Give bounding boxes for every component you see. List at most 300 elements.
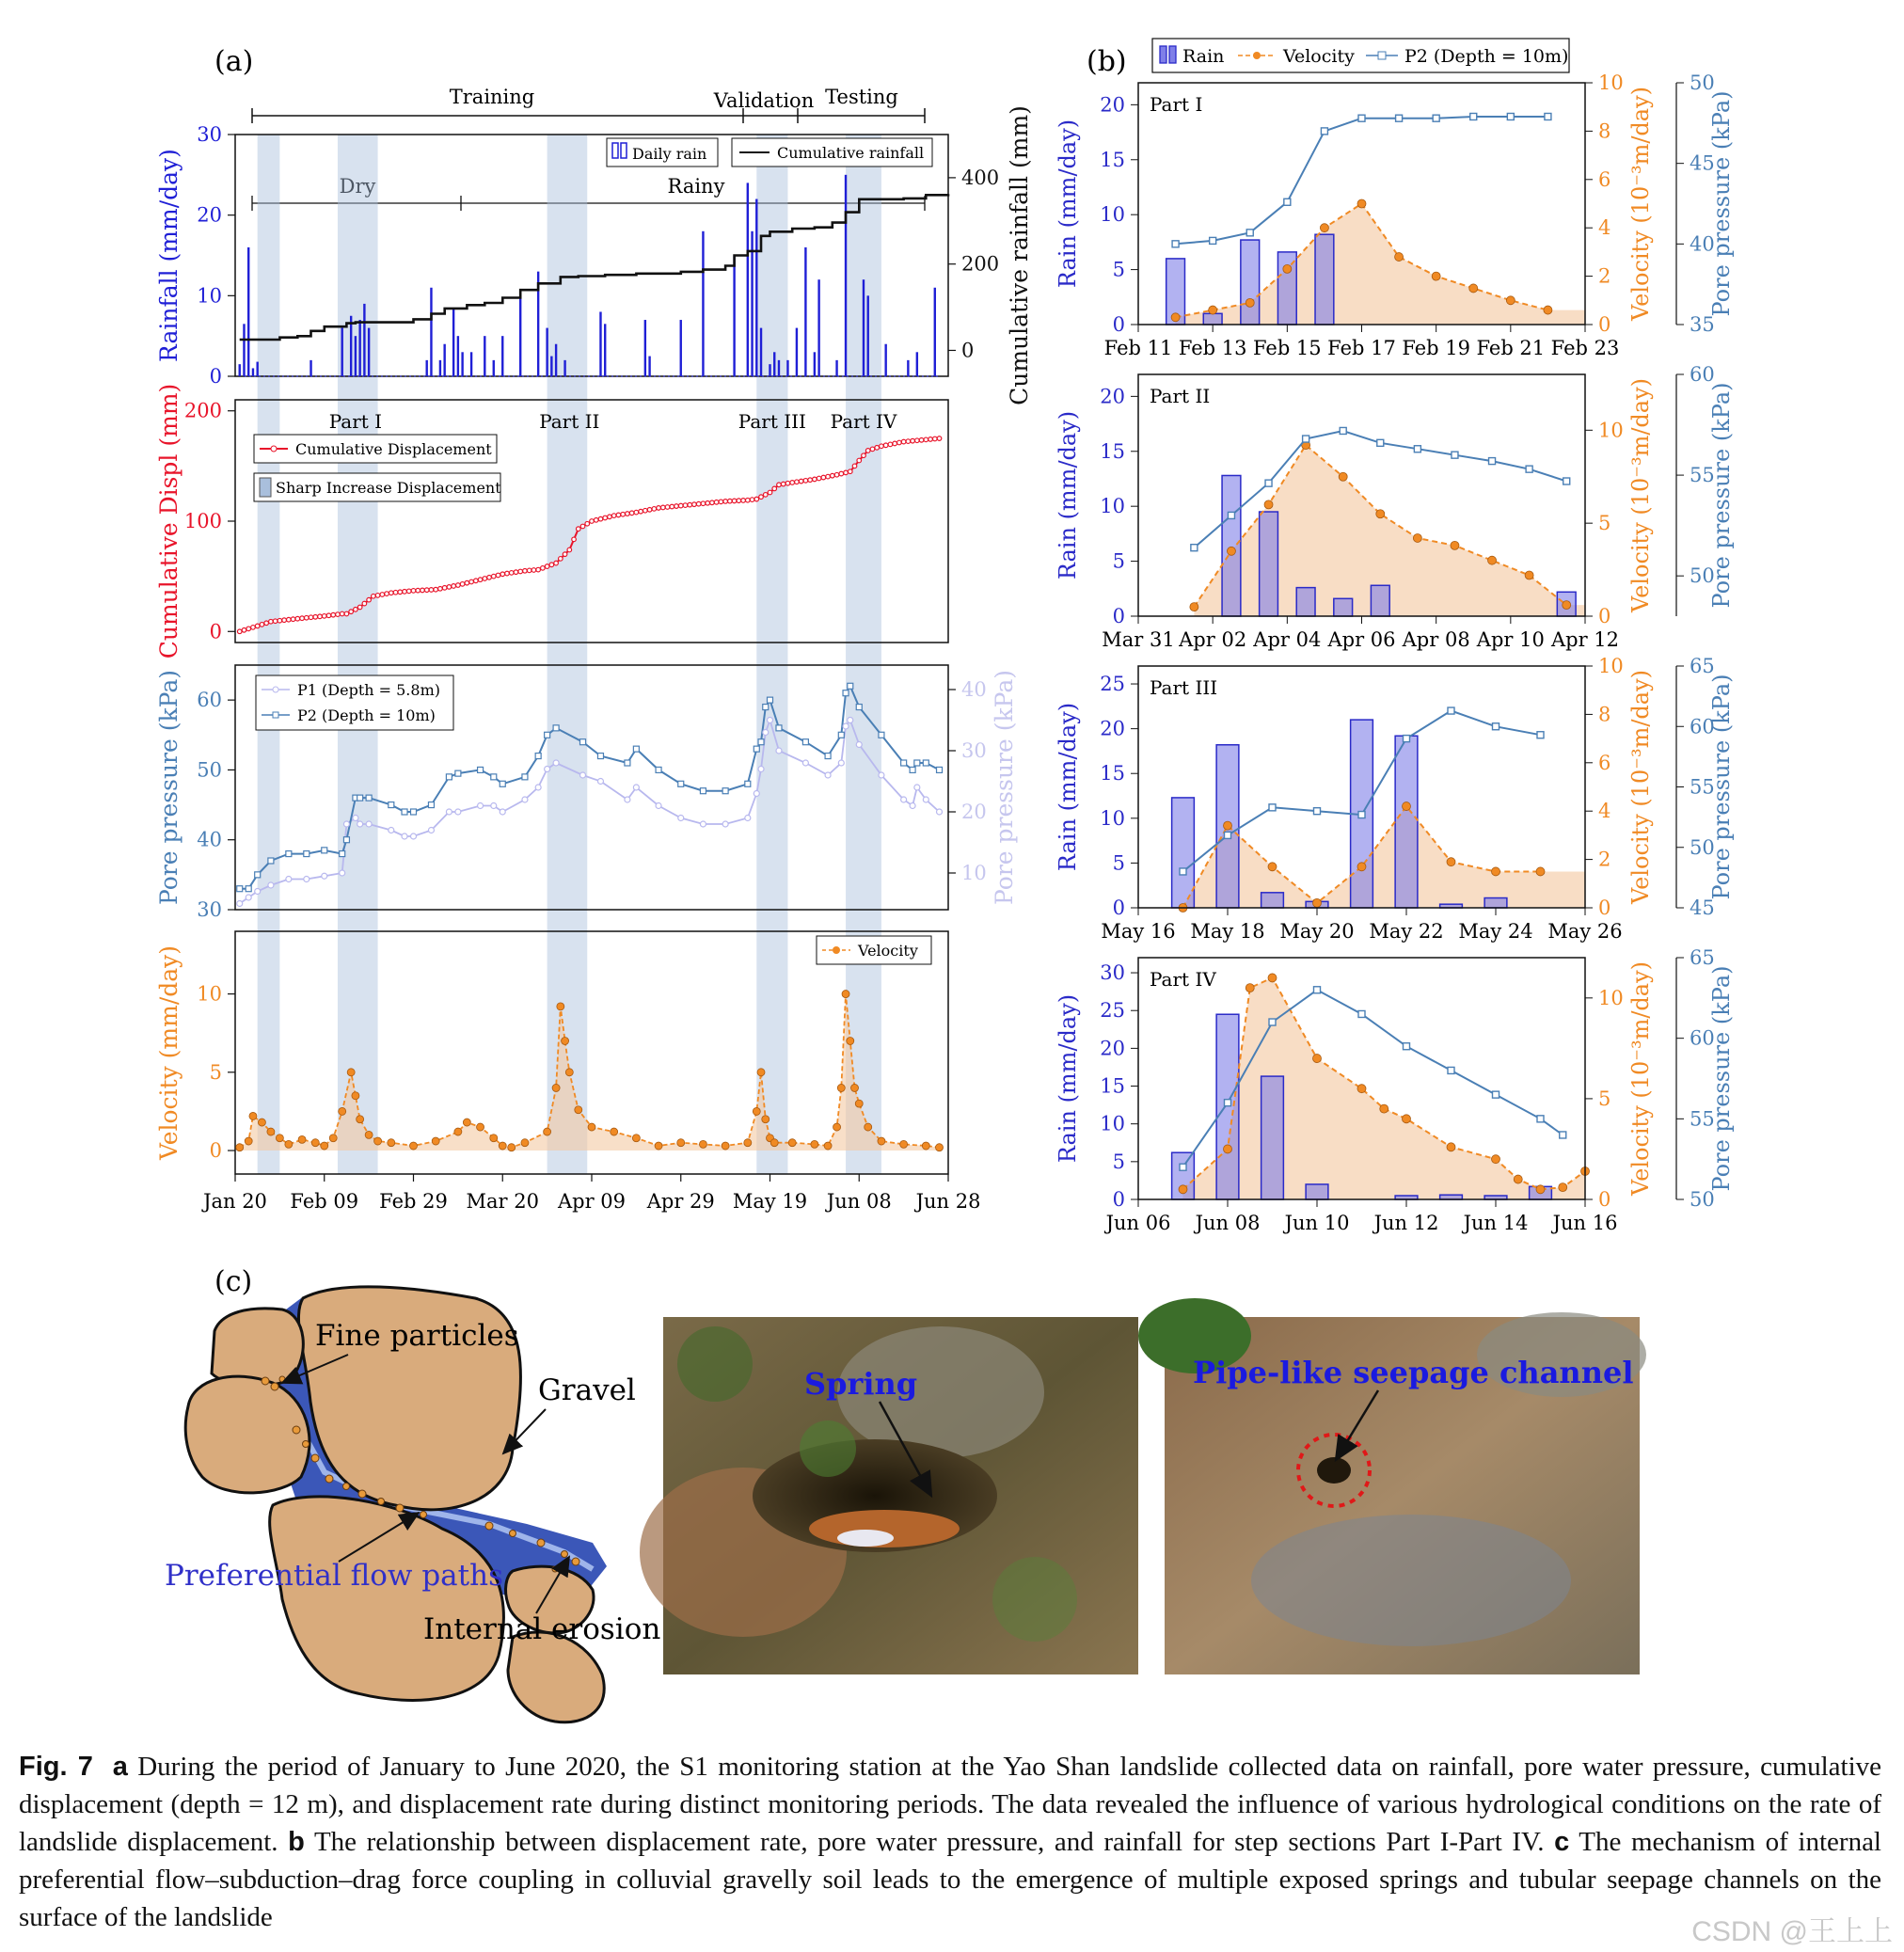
displacement-marker	[888, 442, 893, 447]
velocity-marker	[1403, 1115, 1411, 1123]
p2-marker	[1225, 832, 1231, 838]
displacement-marker	[367, 597, 372, 602]
velocity-area	[1176, 204, 1585, 325]
chart-a3-ytick-label: 50	[197, 758, 222, 782]
p2-marker	[1507, 113, 1514, 119]
xtick-label: May 18	[1190, 920, 1265, 943]
ytick-label: 10	[1100, 495, 1125, 518]
displacement-marker	[710, 500, 715, 505]
period-training: Training	[449, 86, 535, 108]
pore-ylabel: Pore pressure (kPa)	[1708, 382, 1735, 609]
velocity-marker	[762, 1116, 770, 1123]
velocity-area	[1183, 977, 1586, 1199]
velocity-marker	[1451, 541, 1459, 549]
velocity-marker	[1313, 898, 1322, 907]
period-validation: Validation	[713, 89, 815, 112]
velocity-marker	[1563, 601, 1571, 610]
p1-marker	[237, 901, 243, 907]
p2-marker	[455, 770, 461, 776]
figure-caption	[19, 1748, 1881, 1936]
xtick-label: Apr 12	[1550, 628, 1620, 651]
velocity-marker	[477, 1123, 484, 1131]
p1-marker	[879, 772, 884, 778]
p1-marker	[411, 833, 417, 839]
displacement-marker	[683, 503, 688, 508]
part-label: Part IV	[830, 410, 897, 433]
displacement-marker	[746, 498, 751, 502]
displacement-marker	[336, 612, 341, 617]
displacement-marker	[447, 585, 452, 590]
chart-a1	[155, 105, 1033, 405]
displacement-marker	[567, 548, 572, 552]
p2-marker	[237, 886, 243, 892]
displacement-marker	[626, 512, 630, 516]
velocity-marker	[824, 1142, 832, 1150]
displacement-marker	[465, 580, 469, 585]
legend-velocity-label: Velocity	[1283, 46, 1355, 67]
p2-marker	[580, 739, 586, 745]
xtick-label: Apr 08	[1402, 628, 1470, 651]
p1-marker	[901, 797, 907, 802]
legend-p2-marker	[1378, 52, 1386, 59]
displacement-marker	[661, 505, 666, 510]
p2-marker	[754, 746, 759, 752]
rain-bar	[368, 328, 370, 376]
part-label: Part III	[1150, 676, 1218, 699]
velocity-ylabel: Velocity (10⁻³m/day)	[1627, 86, 1654, 322]
rain-bar	[867, 295, 869, 376]
p1-marker	[745, 816, 751, 821]
chart-a1-ytick-label: 10	[197, 284, 222, 308]
caption-b-text: The relationship between displacement rate, pore water pressure, and rainfall for step sections Part I-Part IV.	[304, 1827, 1555, 1857]
displacement-marker	[852, 464, 857, 468]
ytick-label: 0	[1112, 605, 1125, 627]
displacement-marker	[897, 440, 902, 445]
rain-bar	[461, 352, 463, 376]
chart-a1-ytick-label: 30	[197, 123, 222, 146]
vtick-label: 8	[1598, 119, 1611, 143]
part-label: Part I	[1150, 93, 1203, 116]
displacement-marker	[559, 557, 563, 562]
rain-bar	[1172, 798, 1195, 908]
displacement-marker	[295, 616, 300, 621]
velocity-marker	[1227, 547, 1235, 555]
rain-bar	[519, 295, 521, 376]
vtick-label: 5	[1598, 1087, 1611, 1110]
photo-pipe	[1138, 1298, 1646, 1674]
rain-bar	[1371, 585, 1389, 616]
p1-marker	[838, 760, 844, 766]
p2-marker	[1340, 427, 1346, 434]
xtick-label: Feb 23	[1550, 337, 1620, 359]
rain-bar	[355, 336, 357, 376]
xtick-label: Apr 02	[1179, 628, 1247, 651]
p1-marker	[286, 877, 292, 882]
velocity-marker	[1268, 863, 1277, 871]
displacement-marker	[452, 584, 456, 589]
rain-bar	[555, 344, 557, 376]
velocity-marker	[788, 1139, 796, 1147]
p1-marker	[455, 809, 461, 815]
ytick-label: 15	[1100, 762, 1125, 786]
displacement-marker	[389, 591, 394, 595]
rain-ylabel: Rain (mm/day)	[1055, 993, 1081, 1164]
p2-marker	[491, 774, 497, 780]
displacement-marker	[456, 583, 461, 588]
displacement-marker	[826, 474, 831, 479]
velocity-marker	[1525, 571, 1533, 579]
p1-marker	[545, 767, 550, 772]
p2-marker	[1470, 113, 1477, 119]
velocity-marker	[557, 1003, 564, 1010]
velocity-marker	[575, 1106, 582, 1114]
ytick-label: 0	[1112, 313, 1125, 336]
p1-marker	[428, 828, 434, 833]
vtick-label: 6	[1598, 751, 1611, 774]
gravel-left	[185, 1376, 309, 1493]
p2-marker	[1180, 1164, 1186, 1170]
displacement-marker	[251, 626, 256, 630]
velocity-marker	[1264, 500, 1273, 509]
ptick-label: 50	[1690, 1188, 1715, 1211]
velocity-marker	[521, 1139, 529, 1147]
velocity-marker	[1447, 858, 1455, 866]
velocity-marker	[1357, 1085, 1366, 1093]
velocity-marker	[847, 1038, 854, 1045]
rain-bar	[470, 352, 472, 376]
displacement-marker	[865, 449, 870, 453]
legend-displacement-marker	[271, 446, 277, 452]
rain-bar	[430, 288, 432, 376]
displacement-marker	[906, 439, 911, 444]
rain-bar	[252, 368, 254, 376]
displacement-marker	[639, 509, 643, 514]
p2-marker	[1191, 545, 1198, 551]
p2-marker	[923, 760, 928, 766]
photo-spring-highlight	[837, 1530, 894, 1547]
p2-marker	[1246, 230, 1253, 236]
velocity-marker	[1536, 1185, 1545, 1194]
p1-marker	[758, 767, 764, 772]
rain-bar	[1222, 475, 1241, 616]
chart-a4-xtick-label: Jan 20	[203, 1190, 267, 1213]
displacement-marker	[505, 571, 510, 576]
xtick-label: Apr 04	[1253, 628, 1322, 651]
photo-spring-plant	[677, 1326, 753, 1402]
chart-a1-ytick-label: 20	[197, 203, 222, 227]
velocity-marker	[1488, 556, 1497, 564]
p2-marker	[700, 788, 706, 794]
rain-bar	[1261, 1076, 1284, 1199]
p2-marker	[722, 788, 728, 794]
vtick-label: 4	[1598, 800, 1611, 823]
p2-marker	[1180, 868, 1186, 875]
ptick-label: 45	[1690, 151, 1715, 175]
displacement-marker	[318, 614, 323, 619]
velocity-marker	[1246, 298, 1254, 307]
displacement-marker	[719, 500, 723, 504]
rain-bar	[239, 364, 241, 376]
p2-marker	[1321, 128, 1327, 135]
xtick-label: May 22	[1369, 920, 1444, 943]
p2-marker	[838, 732, 844, 738]
p2-marker	[768, 697, 773, 703]
ytick-label: 30	[1100, 961, 1125, 985]
xtick-label: Jun 06	[1105, 1212, 1171, 1234]
legend-b	[1152, 39, 1569, 72]
velocity-marker	[565, 1069, 573, 1076]
velocity-marker	[544, 1128, 551, 1135]
p2-marker	[389, 802, 394, 808]
chart-a2-ytick-label: 100	[183, 510, 222, 532]
legend-sharp-swatch	[260, 478, 271, 497]
rain-bar	[1241, 240, 1260, 325]
p2-marker	[1563, 478, 1570, 484]
caption-fig: Fig. 7	[19, 1752, 93, 1782]
p2-marker	[937, 767, 943, 772]
ptick-label: 55	[1690, 464, 1715, 487]
rain-bar	[457, 336, 459, 376]
displacement-marker	[862, 453, 866, 458]
vtick-label: 6	[1598, 167, 1611, 191]
p2-marker	[304, 851, 309, 857]
displacement-marker	[305, 615, 309, 620]
rain-bar	[350, 316, 352, 376]
displacement-marker	[870, 447, 875, 452]
velocity-marker	[499, 1142, 506, 1150]
displacement-marker	[460, 582, 465, 587]
velocity-marker	[236, 1144, 244, 1151]
rain-bar	[484, 336, 485, 376]
p1-marker	[340, 870, 345, 876]
velocity-marker	[855, 1100, 863, 1107]
ptick-label: 50	[1690, 564, 1715, 588]
p2-marker	[745, 781, 751, 786]
chart-a4-xtick-label: Jun 28	[915, 1190, 981, 1213]
displacement-marker	[344, 611, 349, 616]
velocity-marker	[374, 1137, 382, 1145]
velocity-marker	[588, 1123, 595, 1131]
p1-marker	[304, 877, 309, 882]
velocity-marker	[258, 1119, 265, 1126]
velocity-marker	[1313, 1055, 1322, 1063]
caption-a-text: During the period of January to June 2020, the S1 monitoring station at the Yao Shan landslide collected data on rainfall, pore water pressure, cumulative displacement (depth = 12 m), and displacement rate during distinct monitoring periods. The data revealed the influence of various hydrological conditions on the rate of landslide displacement.	[19, 1752, 1882, 1857]
chart-a3-ylabel-right: Pore pressure (kPa)	[991, 669, 1018, 906]
velocity-marker	[1190, 603, 1198, 611]
xtick-label: Mar 31	[1102, 628, 1175, 651]
displacement-marker	[424, 588, 429, 593]
p2-marker	[1265, 480, 1272, 486]
displacement-marker	[354, 608, 358, 612]
ptick-label: 35	[1690, 313, 1715, 336]
legend-velocity-marker	[1253, 52, 1261, 59]
p2-marker	[879, 732, 884, 738]
displacement-marker	[375, 594, 380, 598]
displacement-marker	[549, 563, 554, 567]
velocity-marker	[1224, 1145, 1232, 1153]
velocity-marker	[463, 1119, 470, 1126]
vtick-label: 10	[1598, 655, 1624, 677]
p2-marker	[678, 781, 684, 786]
p2-marker	[914, 760, 920, 766]
legend-velocity-label: Velocity	[858, 942, 918, 960]
chart-a4-xtick-label: Jun 08	[826, 1190, 892, 1213]
displacement-marker	[255, 624, 260, 628]
part-label: Part I	[328, 410, 383, 433]
velocity-marker	[1246, 984, 1254, 992]
velocity-marker	[1268, 974, 1277, 982]
p1-marker	[722, 821, 728, 827]
velocity-marker	[878, 1137, 885, 1145]
rain-bar	[760, 328, 762, 376]
displacement-marker	[554, 561, 559, 565]
velocity-marker	[552, 1084, 560, 1091]
velocity-marker	[1395, 253, 1404, 262]
velocity-marker	[722, 1142, 729, 1150]
p2-marker	[843, 690, 849, 696]
p1-marker	[580, 772, 586, 778]
ytick-label: 25	[1100, 999, 1125, 1023]
period-testing: Testing	[825, 86, 898, 108]
displacement-marker	[331, 612, 336, 617]
legend-p2-marker	[273, 712, 278, 718]
velocity-marker	[1403, 802, 1411, 811]
vtick-label: 4	[1598, 216, 1611, 240]
caption-a: a	[112, 1752, 128, 1782]
displacement-marker	[518, 569, 523, 574]
rain-bar	[747, 183, 749, 376]
displacement-marker	[857, 458, 862, 463]
displacement-marker	[781, 482, 785, 486]
chart-a3-ylabel: Pore pressure (kPa)	[155, 669, 182, 906]
velocity-marker	[1447, 1143, 1455, 1151]
displacement-marker	[496, 573, 500, 578]
p2-marker	[1489, 458, 1496, 465]
displacement-marker	[737, 499, 741, 503]
rain-bar	[1315, 234, 1334, 325]
velocity-marker	[388, 1139, 395, 1147]
rain-ylabel: Rain (mm/day)	[1055, 702, 1081, 872]
rain-bar	[648, 357, 650, 376]
chart-b	[1055, 39, 1735, 1234]
velocity-marker	[329, 1135, 337, 1142]
displacement-marker	[246, 627, 251, 631]
xtick-label: May 20	[1279, 920, 1355, 943]
ptick-label: 60	[1690, 1026, 1715, 1050]
velocity-marker	[339, 1107, 346, 1115]
p1-marker	[700, 821, 706, 827]
p2-marker	[1526, 466, 1532, 472]
velocity-marker	[1536, 867, 1545, 876]
displacement-marker	[714, 500, 719, 505]
p2-marker	[625, 760, 630, 766]
p1-marker	[678, 816, 684, 821]
p1-marker	[255, 889, 261, 895]
velocity-marker	[757, 1069, 765, 1076]
rain-bar	[1395, 736, 1418, 908]
p2-marker	[402, 809, 407, 815]
p1-marker	[353, 816, 358, 821]
ytick-label: 15	[1100, 1074, 1125, 1098]
velocity-marker	[1492, 867, 1500, 876]
sharp-increase-band	[338, 135, 378, 1174]
displacement-marker	[844, 470, 849, 475]
displacement-marker	[813, 477, 817, 482]
sharp-increase-band	[258, 135, 280, 1174]
p1-marker	[478, 803, 484, 809]
chart-a1-ytick-right-label: 400	[961, 166, 1000, 189]
velocity-marker	[276, 1135, 283, 1142]
p1-marker	[491, 803, 497, 809]
velocity-marker	[249, 1112, 257, 1119]
velocity-area	[1183, 806, 1586, 908]
p2-marker	[500, 781, 505, 786]
displacement-marker	[831, 473, 835, 478]
p1-marker	[625, 797, 630, 802]
displacement-marker	[541, 566, 546, 571]
p1-marker	[597, 779, 603, 785]
p2-marker	[1560, 1132, 1566, 1138]
p2-marker	[522, 774, 528, 780]
velocity-marker	[936, 1144, 944, 1151]
velocity-marker	[562, 1038, 569, 1045]
displacement-marker	[665, 505, 670, 510]
displacement-marker	[357, 605, 362, 610]
velocity-marker	[1432, 272, 1440, 280]
displacement-marker	[576, 527, 580, 532]
velocity-marker	[1376, 510, 1385, 518]
velocity-marker	[454, 1128, 462, 1135]
rain-ylabel: Rain (mm/day)	[1055, 119, 1081, 289]
p2-marker	[1414, 446, 1420, 452]
displacement-marker	[269, 619, 274, 624]
chart-b1	[1055, 71, 1735, 359]
rain-bar	[916, 352, 918, 376]
p1-marker	[389, 828, 394, 833]
p2-marker	[343, 837, 349, 843]
displacement-marker	[932, 436, 937, 441]
rain-bar	[439, 360, 441, 376]
displacement-marker	[362, 601, 367, 606]
ytick-label: 5	[1112, 1150, 1125, 1173]
p2-marker	[1314, 808, 1321, 815]
velocity-marker	[677, 1139, 685, 1147]
velocity-marker	[837, 1084, 845, 1091]
displacement-marker	[260, 623, 264, 627]
p2-marker	[1433, 115, 1439, 121]
p2-marker	[535, 754, 541, 759]
displacement-marker	[514, 570, 518, 575]
displacement-marker	[469, 579, 474, 584]
chart-b4	[1055, 946, 1735, 1234]
chart-a4-xtick-label: Apr 09	[557, 1190, 627, 1213]
velocity-marker	[311, 1139, 319, 1147]
p2-marker	[776, 725, 782, 731]
chart-a3-ytick-right-label: 10	[961, 862, 987, 884]
displacement-marker	[911, 438, 915, 443]
displacement-marker	[434, 587, 438, 592]
label-gravel: Gravel	[538, 1373, 636, 1407]
displacement-marker	[937, 436, 942, 441]
p2-marker	[901, 760, 907, 766]
displacement-marker	[478, 578, 483, 582]
p2-marker	[322, 848, 327, 853]
p1-marker	[923, 797, 928, 802]
p1-marker	[522, 797, 528, 802]
velocity-marker	[1413, 533, 1421, 542]
p2-marker	[825, 754, 831, 759]
velocity-marker	[1544, 306, 1552, 314]
